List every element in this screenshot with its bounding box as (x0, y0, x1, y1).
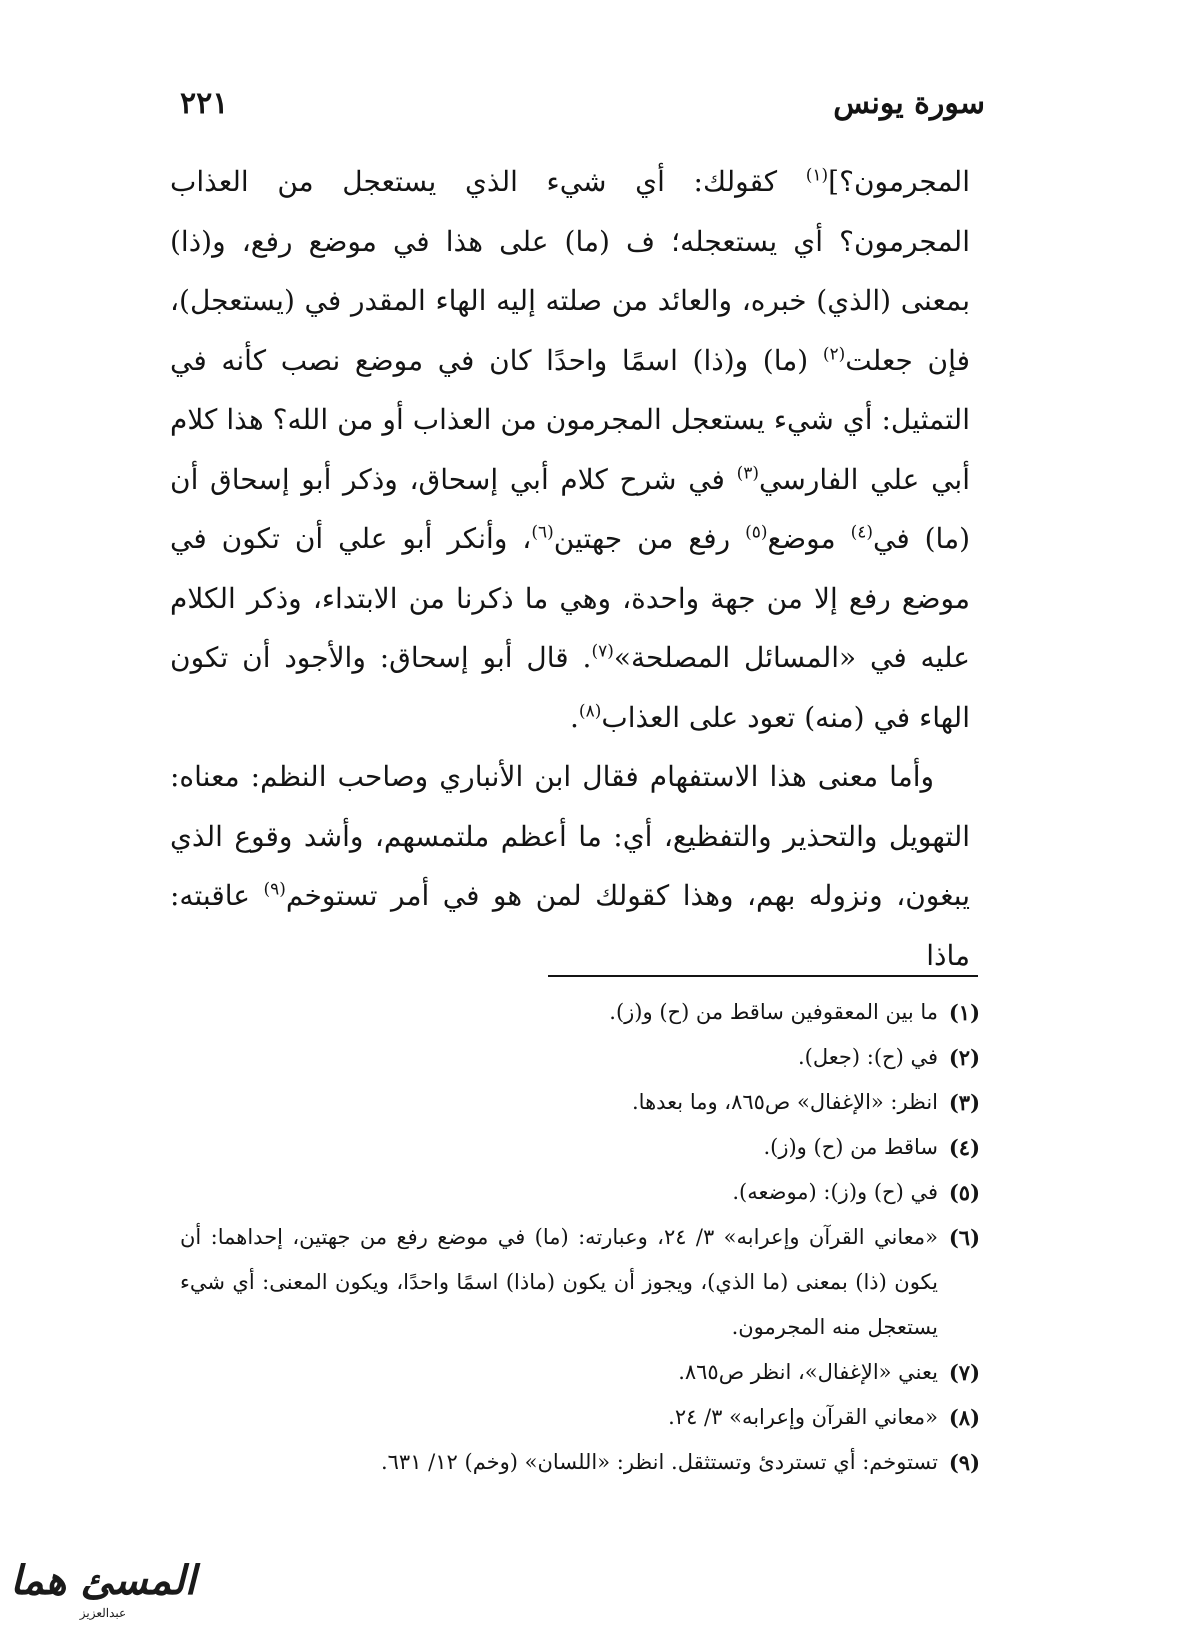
footnote-text: تستوخم: أي تستردئ وتستثقل. انظر: «اللسان» (وخم) ١٢/ ٦٣١. (380, 1450, 938, 1474)
text-run: موضع (767, 522, 851, 555)
footnote-text: انظر: «الإغفال» ص٨٦٥، وما بعدها. (632, 1090, 938, 1114)
stamp-logo: المسئ هما (10, 1557, 196, 1604)
text-run: رفع من جهتين (553, 522, 746, 555)
text-run: عاقبته: ماذا (170, 879, 970, 972)
footnote-number: (٣) (948, 1090, 980, 1115)
footnote-number: (٦) (948, 1225, 980, 1250)
footnote-marker: (٣) (736, 463, 760, 484)
footnote-number: (٢) (948, 1045, 980, 1070)
footnote-item (180, 1215, 980, 1350)
text-run: . (570, 700, 579, 734)
page-header (180, 86, 985, 136)
footnote-number: (٩) (948, 1450, 980, 1475)
footnote-number: (٧) (948, 1360, 980, 1385)
footnote-marker: (٦) (531, 522, 554, 543)
footnote-text: ما بين المعقوفين ساقط من (ح) و(ز). (609, 1000, 938, 1024)
footnote-marker: (٤) (850, 522, 873, 543)
footnote-item (180, 1350, 980, 1395)
page-number: ٢٢١ (180, 86, 229, 121)
body-paragraph (170, 747, 970, 985)
footnote-text: في (ح): (جعل). (798, 1045, 938, 1069)
footnotes (180, 990, 980, 1485)
footnote-item (180, 1440, 980, 1485)
footnote-separator (548, 975, 978, 977)
text-run: في شرح كلام أبي إسحاق، وذكر أبو إسحاق أن (ما) في (170, 462, 971, 555)
footnote-marker: (٨) (578, 701, 602, 722)
footnote-text: «معاني القرآن وإعرابه» ٣/ ٢٤. (668, 1405, 938, 1429)
footnote-item (180, 1395, 980, 1440)
footnote-number: (٨) (948, 1405, 980, 1430)
footnote-marker: (١) (805, 165, 829, 186)
text-run: المجرمون؟] (828, 165, 970, 198)
text-run: كقولك: أي شيء الذي يستعجل من العذاب المجرمون؟ أي يستعجله؛ ف (ما) على هذا في موضع رفع، و(ذا) بمعنى (الذي) خبره، والعائد من صلته إليه الهاء المقدر في (يستعجل)، فإن جعلت (170, 165, 970, 377)
text-run: وأما معنى هذا الاستفهام فقال ابن الأنباري وصاحب النظم: معناه: التهويل والتحذير والتفظيع، أي: ما أعظم ملتمسهم، وأشد وقوع الذي يبغون، ونزوله بهم، وهذا كقولك لمن هو في أمر تستوخم (170, 760, 971, 912)
footnote-marker: (٥) (745, 522, 768, 543)
footnote-item (180, 1125, 980, 1170)
footnote-marker: (٢) (822, 344, 846, 365)
library-stamp (8, 1556, 198, 1638)
running-title: سورة يونس (833, 86, 985, 121)
footnote-marker: (٩) (263, 879, 286, 900)
footnote-item (180, 1080, 980, 1125)
footnote-text: في (ح) و(ز): (موضعه). (732, 1180, 938, 1204)
footnote-number: (١) (948, 1000, 980, 1025)
footnote-item (180, 1170, 980, 1215)
footnote-marker: (٧) (591, 641, 614, 662)
footnote-text: يعني «الإغفال»، انظر ص٨٦٥. (678, 1360, 938, 1384)
body-paragraph (170, 152, 970, 747)
text-run: ، وأنكر أبو علي أن تكون في موضع رفع إلا من جهة واحدة، وهي ما ذكرنا من الابتداء، وذكر الكلام عليه في «المسائل المصلحة» (170, 522, 970, 674)
footnote-text: ساقط من (ح) و(ز). (763, 1135, 938, 1159)
footnote-number: (٤) (948, 1135, 980, 1160)
stamp-caption: عبدالعزيز (79, 1606, 127, 1620)
footnote-item (180, 990, 980, 1035)
footnote-text: «معاني القرآن وإعرابه» ٣/ ٢٤، وعبارته: (ما) في موضع رفع من جهتين، إحداهما: أن يكون (ذا) بمعنى (ما الذي)، ويجوز أن يكون (ماذا) اسمًا واحدًا، ويكون المعنى: أي شيء يستعجل منه المجرمون. (180, 1225, 938, 1339)
footnote-item (180, 1035, 980, 1080)
text-run: (ما) و(ذا) اسمًا واحدًا كان في موضع نصب كأنه في التمثيل: أي شيء يستعجل المجرمون من العذاب أو من الله؟ هذا كلام أبي علي الفارسي (170, 343, 970, 496)
main-text (170, 152, 970, 985)
footnote-number: (٥) (948, 1180, 980, 1205)
text-run: . قال أبو إسحاق: والأجود أن تكون الهاء في (منه) تعود على العذاب (170, 641, 970, 734)
